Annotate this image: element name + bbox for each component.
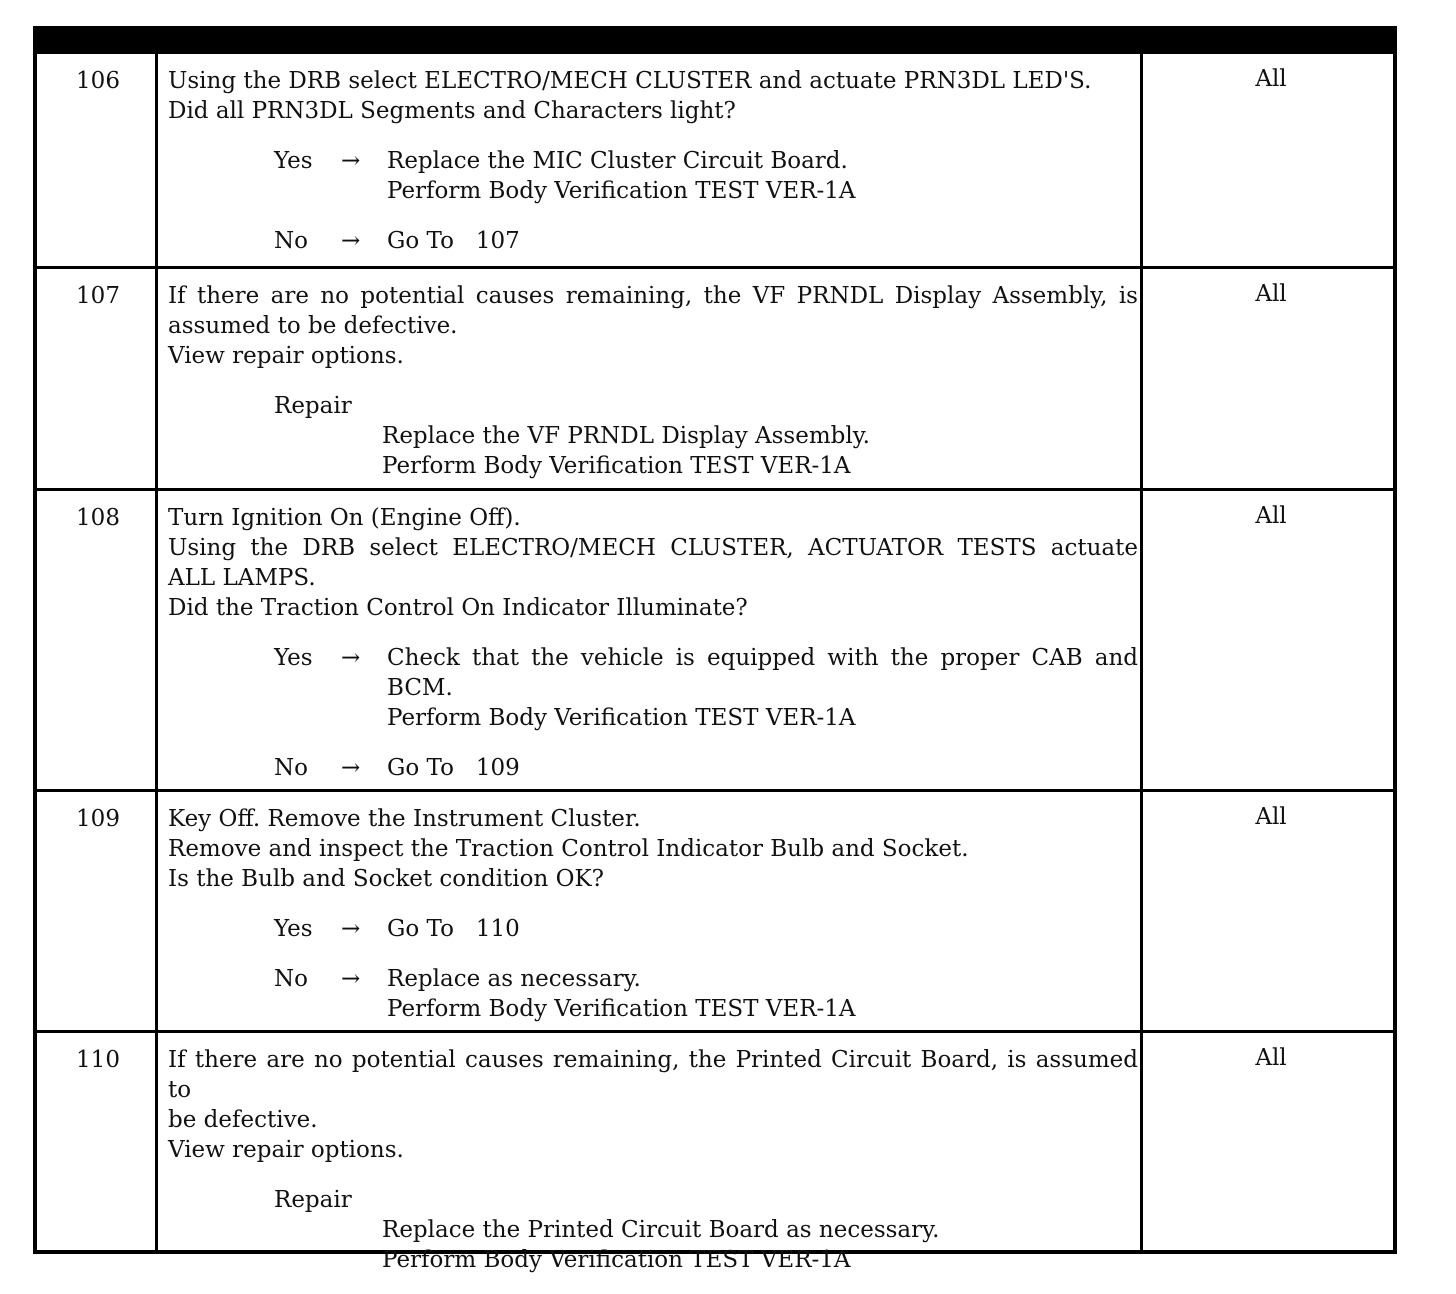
question-line: Did all PRN3DL Segments and Characters light? [168,98,736,124]
arrow-icon: → [341,755,361,781]
answer-line: Check that the vehicle is equipped with the proper CAB and [387,645,1138,671]
answer-label: No [274,966,308,992]
step-question [168,281,1138,371]
step-number: 108 [76,505,120,531]
step-number: 109 [76,806,120,832]
step-number: 110 [76,1047,120,1073]
repair-action: Replace the VF PRNDL Display Assembly. [382,423,870,449]
arrow-icon: → [341,916,361,942]
question-line: be defective. [168,1107,318,1133]
question-line: Did the Traction Control On Indicator Illuminate? [168,595,748,621]
applicability: All [1255,503,1287,529]
table-header-bar [37,30,1393,54]
answer-label: Yes [274,916,313,942]
answer-line: Replace as necessary. [387,966,641,992]
step-question [168,503,1138,623]
answer-label: No [274,755,308,781]
answer-line: Go To 109 [387,755,520,781]
question-line: Is the Bulb and Socket condition OK? [168,866,604,892]
repair-label: Repair [274,1187,352,1213]
answer-yes [168,914,1138,944]
table-row [37,1033,1393,1273]
applicability: All [1255,281,1287,307]
answer-label: No [274,228,308,254]
step-question [168,804,1138,894]
step-question [168,1045,1138,1165]
answer-label: Yes [274,148,313,174]
repair-action: Perform Body Verification TEST VER-1A [382,1247,851,1273]
question-line: View repair options. [168,343,404,369]
table-row [37,792,1393,1030]
answer-line: Go To 107 [387,228,520,254]
arrow-icon: → [341,645,361,671]
answer-line: BCM. [387,675,453,701]
question-line: Remove and inspect the Traction Control Indicator Bulb and Socket. [168,836,969,862]
question-line: Using the DRB select ELECTRO/MECH CLUSTER, ACTUATOR TESTS actuate [168,535,1138,561]
answer-line: Replace the MIC Cluster Circuit Board. [387,148,848,174]
answer-line: Perform Body Verification TEST VER-1A [387,178,856,204]
step-content [168,804,1138,1024]
answer-yes [168,643,1138,733]
diagnostic-table [33,26,1397,1273]
question-line: Using the DRB select ELECTRO/MECH CLUSTER and actuate PRN3DL LED'S. [168,68,1092,94]
answer-no [168,753,1138,783]
answer-line: Go To 110 [387,916,520,942]
table-row [37,269,1393,489]
applicability: All [1255,1045,1287,1071]
step-number: 107 [76,283,120,309]
arrow-icon: → [341,228,361,254]
applicability: All [1255,66,1287,92]
question-line: If there are no potential causes remaining, the VF PRNDL Display Assembly, is [168,283,1138,309]
step-content [168,281,1138,481]
repair-action: Perform Body Verification TEST VER-1A [382,453,851,479]
question-line: Key Off. Remove the Instrument Cluster. [168,806,641,832]
question-line: Turn Ignition On (Engine Off). [168,505,521,531]
answer-no [168,964,1138,1024]
question-line: View repair options. [168,1137,404,1163]
step-question [168,66,1138,126]
step-content [168,1045,1138,1275]
repair-action: Replace the Printed Circuit Board as necessary. [382,1217,940,1243]
question-line: assumed to be defective. [168,313,458,339]
applicability: All [1255,804,1287,830]
answer-no [168,226,1138,256]
table-row [37,491,1393,790]
arrow-icon: → [341,148,361,174]
step-content [168,66,1138,256]
answer-yes [168,146,1138,206]
answer-line: Perform Body Verification TEST VER-1A [387,996,856,1022]
question-line: If there are no potential causes remaining, the Printed Circuit Board, is assumed to [168,1047,1138,1103]
table-row [37,54,1393,267]
step-content [168,503,1138,783]
arrow-icon: → [341,966,361,992]
question-line: ALL LAMPS. [168,565,316,591]
answer-label: Yes [274,645,313,671]
step-number: 106 [76,68,120,94]
answer-line: Perform Body Verification TEST VER-1A [387,705,856,731]
repair-label: Repair [274,393,352,419]
